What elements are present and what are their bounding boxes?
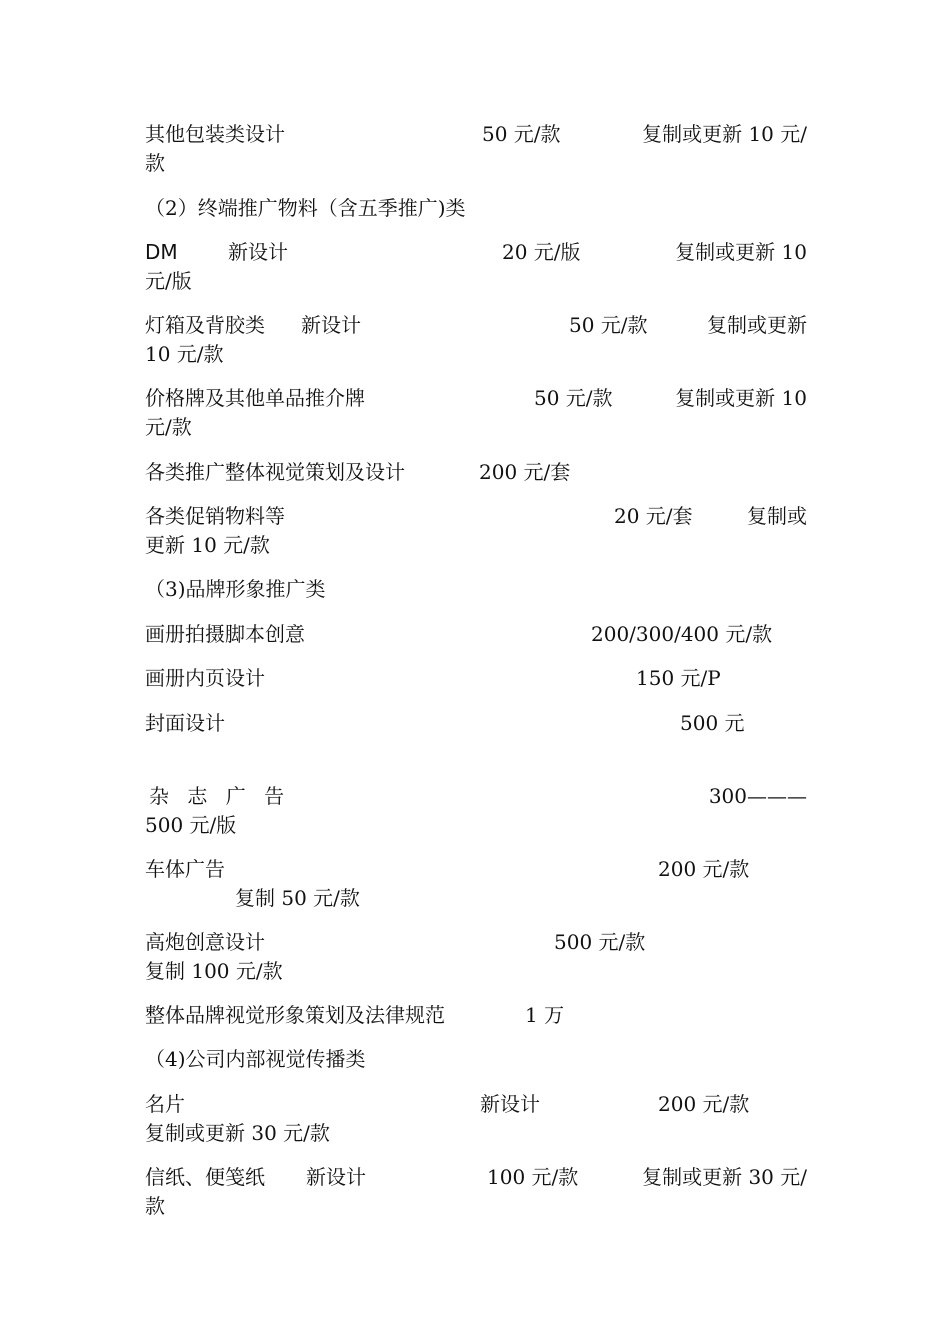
item-price: 50 元/款: [569, 313, 648, 337]
item-price: 500 元: [680, 711, 745, 735]
item-note-continued: 10 元/款: [145, 342, 224, 366]
item-name: 车体广告: [145, 857, 225, 881]
item-price: 500 元/款: [554, 930, 646, 954]
item-note: 复制或更新 10 元/: [642, 122, 807, 146]
item-name: 整体品牌视觉形象策划及法律规范: [145, 1003, 445, 1027]
item-price: 50 元/款: [482, 122, 561, 146]
item-subtype: 新设计: [228, 240, 288, 264]
item-price: 50 元/款: [534, 386, 613, 410]
item-note-continued: 元/款: [145, 415, 192, 439]
item-note-continued: 元/版: [145, 269, 192, 293]
item-name: 封面设计: [145, 711, 225, 735]
item-price: 300———: [708, 784, 807, 808]
item-name: 价格牌及其他单品推介牌: [145, 386, 365, 410]
item-price: 20 元/套: [614, 504, 693, 528]
item-subtype: 新设计: [480, 1092, 540, 1116]
item-note-continued: 款: [145, 151, 165, 175]
item-name: 画册拍摄脚本创意: [145, 622, 305, 646]
item-name: 杂 志 广 告: [149, 784, 291, 808]
item-price: 20 元/版: [502, 240, 581, 264]
item-subtype: 新设计: [306, 1165, 366, 1189]
item-note-continued: 更新 10 元/款: [145, 533, 270, 557]
item-price-continued: 500 元/版: [145, 813, 237, 837]
item-name: DM: [145, 240, 178, 264]
item-price: 100 元/款: [487, 1165, 579, 1189]
item-price: 200 元/套: [479, 460, 571, 484]
item-name: 其他包装类设计: [145, 122, 285, 146]
section-heading: （2）终端推广物料（含五季推广)类: [145, 196, 466, 220]
item-subtype: 新设计: [301, 313, 361, 337]
item-name: 灯箱及背胶类: [145, 313, 265, 337]
item-name: 名片: [145, 1092, 185, 1116]
item-name: 各类促销物料等: [145, 504, 285, 528]
item-note-continued: 款: [145, 1194, 165, 1218]
item-price: 200 元/款: [658, 857, 750, 881]
section-heading: （4)公司内部视觉传播类: [145, 1047, 366, 1071]
item-note: 复制 50 元/款: [235, 886, 360, 910]
item-name: 高炮创意设计: [145, 930, 265, 954]
item-note: 复制或更新 10: [675, 240, 807, 264]
price-line-wrap: [145, 1192, 807, 1279]
item-note: 复制或: [747, 504, 807, 528]
item-price: 200 元/款: [658, 1092, 750, 1116]
item-price: 150 元/P: [636, 666, 721, 690]
item-note: 复制或更新 30 元/款: [145, 1121, 330, 1145]
item-price: 1 万: [525, 1003, 565, 1027]
item-note: 复制或更新: [707, 313, 807, 337]
item-name: 画册内页设计: [145, 666, 265, 690]
item-note: 复制或更新 30 元/: [642, 1165, 807, 1189]
section-heading: （3)品牌形象推广类: [145, 577, 326, 601]
item-name: 信纸、便笺纸: [145, 1165, 265, 1189]
item-price: 200/300/400 元/款: [591, 622, 773, 646]
item-note: 复制或更新 10: [675, 386, 807, 410]
item-name: 各类推广整体视觉策划及设计: [145, 460, 405, 484]
item-note: 复制 100 元/款: [145, 959, 283, 983]
